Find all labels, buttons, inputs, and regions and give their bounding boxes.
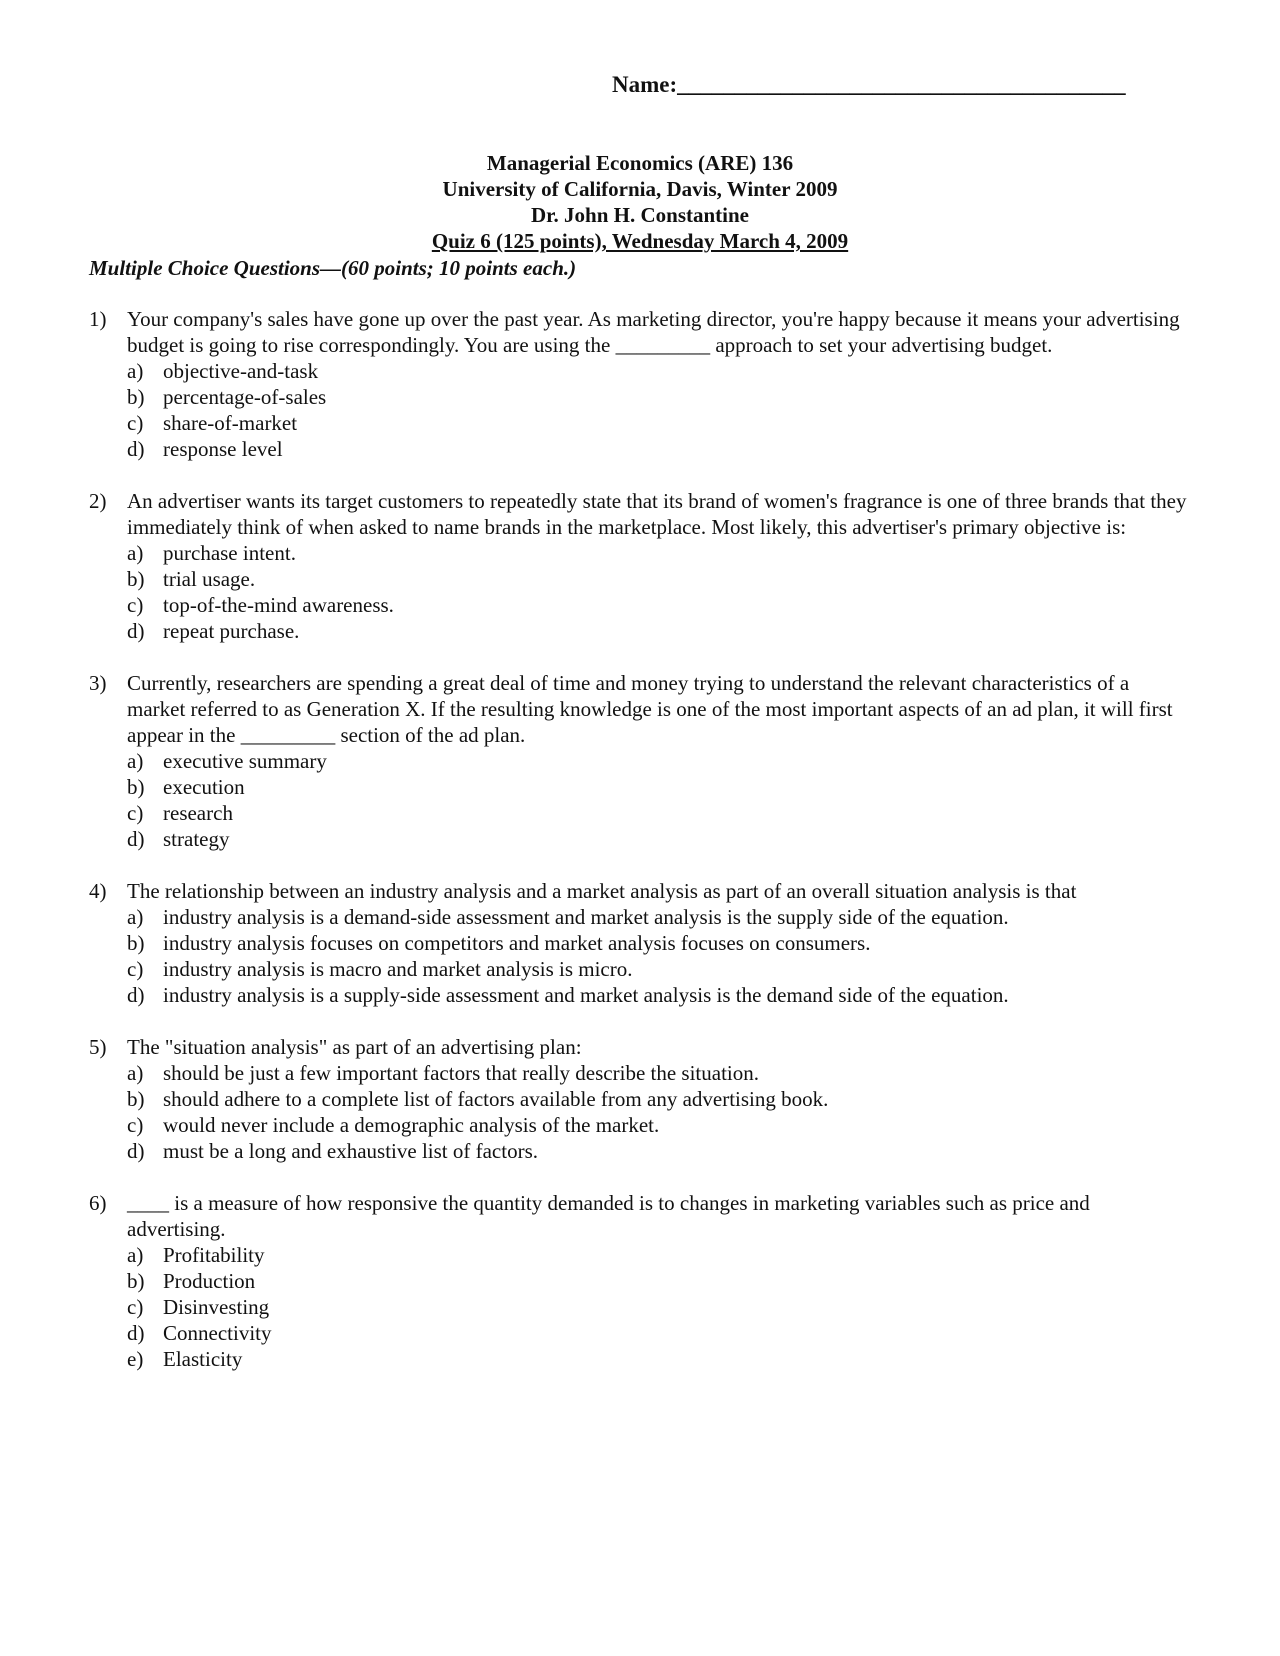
- question-1: [89, 306, 1189, 462]
- question-number: 2): [89, 489, 107, 513]
- option-text: industry analysis is macro and market analysis is micro.: [163, 957, 633, 981]
- course-title: Managerial Economics (ARE) 136: [486, 151, 794, 175]
- option-letter: a): [127, 1243, 144, 1267]
- option-letter: b): [127, 775, 145, 799]
- university-line: University of California, Davis, Winter 2009: [442, 177, 838, 201]
- question-3: [89, 670, 1189, 852]
- option-letter: a): [127, 749, 144, 773]
- option-letter: c): [127, 957, 144, 981]
- question-2: [89, 488, 1189, 644]
- option-text: should adhere to a complete list of factors available from any advertising book.: [163, 1087, 829, 1111]
- option-c: [127, 956, 1189, 982]
- document-header: [0, 150, 1280, 254]
- option-letter: b): [127, 931, 145, 955]
- option-text: share-of-market: [163, 411, 298, 435]
- option-c: [127, 800, 1189, 826]
- option-letter: d): [127, 437, 145, 461]
- option-d: [127, 1320, 1189, 1346]
- option-text: percentage-of-sales: [163, 385, 327, 409]
- option-letter: a): [127, 1061, 144, 1085]
- option-b: [127, 774, 1189, 800]
- option-a: [127, 748, 1189, 774]
- name-field-label: Name:_______________________________________: [612, 72, 1126, 97]
- option-text: Production: [163, 1269, 256, 1293]
- question-number: 3): [89, 671, 107, 695]
- option-a: [127, 904, 1189, 930]
- question-4: [89, 878, 1189, 1008]
- option-letter: b): [127, 567, 145, 591]
- option-text: response level: [163, 437, 283, 461]
- option-b: [127, 566, 1189, 592]
- option-d: [127, 436, 1189, 462]
- option-letter: b): [127, 385, 145, 409]
- question-number: 5): [89, 1035, 107, 1059]
- option-d: [127, 826, 1189, 852]
- question-6: [89, 1190, 1189, 1372]
- question-list: [89, 306, 1189, 1398]
- option-text: strategy: [163, 827, 230, 851]
- option-c: [127, 1112, 1189, 1138]
- option-letter: d): [127, 619, 145, 643]
- instructor-line: Dr. John H. Constantine: [530, 203, 750, 227]
- option-letter: d): [127, 1321, 145, 1345]
- option-letter: a): [127, 541, 144, 565]
- option-letter: c): [127, 593, 144, 617]
- option-a: [127, 358, 1189, 384]
- option-letter: c): [127, 1295, 144, 1319]
- option-b: [127, 1268, 1189, 1294]
- question-text: Your company's sales have gone up over the past year. As marketing director, you're happy because it means your advertising budget is going to rise correspondingly. You are using the _________ approach to set your advertising budget.: [127, 307, 1180, 357]
- option-text: must be a long and exhaustive list of factors.: [163, 1139, 538, 1163]
- question-number: 4): [89, 879, 107, 903]
- question-number: 6): [89, 1191, 107, 1215]
- option-text: top-of-the-mind awareness.: [163, 593, 394, 617]
- section-title: Multiple Choice Questions—(60 points; 10 points each.): [89, 256, 577, 280]
- option-text: Connectivity: [163, 1321, 272, 1345]
- option-text: would never include a demographic analysis of the market.: [163, 1113, 660, 1137]
- option-text: industry analysis is a supply-side assessment and market analysis is the demand side of the equation.: [163, 983, 1009, 1007]
- question-text: An advertiser wants its target customers to repeatedly state that its brand of women's fragrance is one of three brands that they immediately think of when asked to name brands in the marketplace. Most likely, this advertiser's primary objective is:: [127, 489, 1187, 539]
- option-a: [127, 1242, 1189, 1268]
- option-d: [127, 1138, 1189, 1164]
- option-b: [127, 384, 1189, 410]
- question-text: Currently, researchers are spending a great deal of time and money trying to understand the relevant characteristics of a market referred to as Generation X. If the resulting knowledge is one of the most important aspects of an ad plan, it will first appear in the _________ section of the ad plan.: [127, 671, 1173, 747]
- option-text: research: [163, 801, 233, 825]
- option-text: industry analysis focuses on competitors and market analysis focuses on consumers.: [163, 931, 871, 955]
- option-letter: d): [127, 983, 145, 1007]
- option-letter: d): [127, 1139, 145, 1163]
- question-5: [89, 1034, 1189, 1164]
- option-e: [127, 1346, 1189, 1372]
- option-letter: c): [127, 1113, 144, 1137]
- option-text: Disinvesting: [163, 1295, 270, 1319]
- option-c: [127, 410, 1189, 436]
- option-c: [127, 592, 1189, 618]
- question-text: The relationship between an industry analysis and a market analysis as part of an overall situation analysis is that: [127, 879, 1077, 903]
- option-text: objective-and-task: [163, 359, 319, 383]
- question-text: The "situation analysis" as part of an advertising plan:: [127, 1035, 582, 1059]
- option-d: [127, 618, 1189, 644]
- option-letter: c): [127, 411, 144, 435]
- option-text: Elasticity: [163, 1347, 243, 1371]
- option-text: purchase intent.: [163, 541, 296, 565]
- option-text: trial usage.: [163, 567, 256, 591]
- option-letter: d): [127, 827, 145, 851]
- option-b: [127, 1086, 1189, 1112]
- question-text: ____ is a measure of how responsive the quantity demanded is to changes in marketing variables such as price and advertising.: [127, 1191, 1090, 1241]
- option-letter: c): [127, 801, 144, 825]
- option-text: executive summary: [163, 749, 327, 773]
- option-letter: a): [127, 905, 144, 929]
- option-text: repeat purchase.: [163, 619, 300, 643]
- option-text: should be just a few important factors that really describe the situation.: [163, 1061, 759, 1085]
- option-d: [127, 982, 1189, 1008]
- option-text: Profitability: [163, 1243, 265, 1267]
- option-letter: b): [127, 1087, 145, 1111]
- option-letter: a): [127, 359, 144, 383]
- option-text: execution: [163, 775, 245, 799]
- option-a: [127, 540, 1189, 566]
- option-b: [127, 930, 1189, 956]
- option-text: industry analysis is a demand-side assessment and market analysis is the supply side of the equation.: [163, 905, 1009, 929]
- option-c: [127, 1294, 1189, 1320]
- option-letter: e): [127, 1347, 144, 1371]
- option-a: [127, 1060, 1189, 1086]
- option-letter: b): [127, 1269, 145, 1293]
- question-number: 1): [89, 307, 107, 331]
- quiz-title: Quiz 6 (125 points), Wednesday March 4, 2009: [431, 229, 849, 253]
